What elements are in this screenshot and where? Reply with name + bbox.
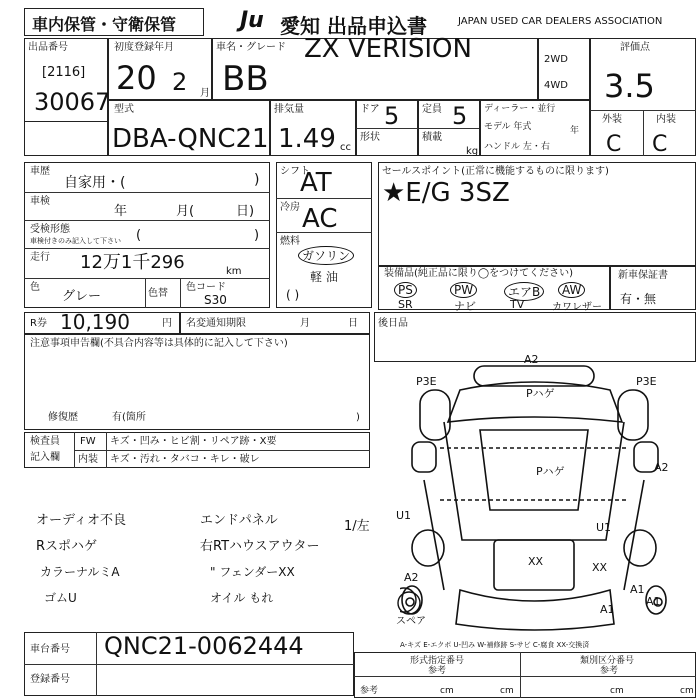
mark-right-u1: U1 [596,521,612,534]
equipment-aw: AW [558,282,585,298]
lot-bottom [24,122,108,156]
handle-label: ハンドル 左・右 [484,142,550,152]
storage-label: 車内保管・守衛保管 [32,15,177,34]
doors-label: ドア [360,104,380,115]
mark-front-a2: A2 [524,353,539,366]
recycle-value: 10,190 [60,310,130,334]
inspector-int: 内装 [78,454,98,465]
warranty-value: 有・無 [620,292,657,306]
selling-points-label: セールスポイント(正常に機能するものに限ります) [382,166,609,177]
doors-value: 5 [384,102,400,130]
model-name-label: 車名・グレード [216,42,286,53]
equipment-ps: PS [394,282,417,298]
chassis-value: QNC21-0062444 [104,632,304,660]
remark-2: エンドパネル [200,513,278,528]
name-change-label: 名変通知期限 [186,318,246,329]
model-year-label: モデル 年式 [484,122,532,132]
remark-7: ゴムU [44,591,77,605]
inspection-date: 日) [236,204,255,219]
score-int: C [652,132,668,157]
reg-number-label: 登録番号 [30,674,70,685]
mark-roof: Pハゲ [536,465,565,478]
bottom-cm-3: cm [610,686,624,696]
model-name-value: BB [222,59,269,99]
score-int-label: 内装 [656,114,676,125]
repair-value: 有(箇所 [112,412,146,423]
score-ext-label: 外装 [602,114,622,125]
form-number-ref: 参考 [428,666,447,676]
equipment-sr: SR [398,298,413,311]
fuel-label: 燃料 [280,236,300,247]
inspection-year: 年 [114,204,128,219]
class-number-ref: 参考 [600,666,619,676]
displacement-value: 1.49 [278,124,336,154]
registration-label: 初度登録年月 [114,42,174,53]
warranty-label: 新車保証書 [618,270,668,281]
registration-month-unit: 月 [200,88,210,99]
lot-number: 30067 [34,88,111,116]
mark-left-a2: A2 [404,571,419,584]
mileage-label: 走行 [30,252,50,263]
mark-right-xx: XX [592,561,608,574]
model-code-value: DBA-QNC21 [112,124,269,154]
ac-value: AC [302,204,338,234]
recycle-unit: 円 [162,318,172,329]
score-value: 3.5 [604,67,655,105]
received-label: 受検形態 [30,224,70,235]
mark-bottom-a1: A1 [600,603,615,616]
remark-9: 1/左 [344,519,370,534]
drive-4wd: 4WD [544,80,568,91]
equipment-navi: ナビ [454,300,476,313]
remark-5: カラーナルミA [40,565,120,579]
mark-far-a1: A1 [646,595,661,608]
inspector-int-text: キズ・汚れ・タバコ・キレ・破レ [110,454,260,465]
color-code-label: 色コード [186,282,226,293]
mark-right-a1: A1 [630,583,645,596]
lot-sub: [2116] [42,65,86,80]
inspector-fw: FW [80,436,96,447]
remark-6: " フェンダーXX [210,565,295,579]
doors-shape-label: 形状 [360,132,380,143]
chassis-label: 車台番号 [30,644,70,655]
equipment-pw: PW [450,282,477,298]
dealer-label: ディーラー・並行 [484,104,556,114]
received-open: ( [136,228,142,243]
registration-month: 2 [172,68,188,96]
model-grade-value: ZX VERISION [304,34,472,64]
diagram-legend: A-キズ E-エクボ U-凹み W-補修跡 S-サビ C-腐食 XX-交換済 [400,641,590,649]
drive-2wd: 2WD [544,54,568,65]
remark-4: 右RTハウスアウター [200,539,320,554]
history-label: 車歴 [30,166,50,177]
name-change-month: 月 [300,318,310,329]
color-value: グレー [62,289,102,304]
fuel-paren: ( ) [286,288,300,302]
recycle-label: R券 [30,318,47,329]
remark-8: オイル もれ [210,591,274,605]
selling-points-value: ★E/G 3SZ [382,178,510,208]
fuel-gasoline: ガソリン [298,246,354,265]
ac-label: 冷房 [280,202,300,213]
class-number-label: 類別区分番号 [580,656,635,666]
bottom-cm-1: cm [440,686,454,696]
ju-logo: Ju [240,8,264,33]
displacement-unit: cc [340,142,351,153]
capacity-label: 定員 [422,104,442,115]
spare-label: スペア [396,616,426,627]
org-title: 愛知 出品申込書 [280,14,427,38]
mark-left-p3e: P3E [416,375,437,388]
inspector-label-2: 記入欄 [30,452,60,463]
repair-close: ) [356,412,360,423]
capacity-load-unit: kg [466,146,479,157]
bottom-cm-2: cm [500,686,514,696]
capacity-value: 5 [452,102,468,130]
mark-left-u1: U1 [396,509,412,522]
name-change-day: 日 [348,318,358,329]
mark-hood: Pハゲ [526,387,555,400]
color-label: 色 [30,282,40,293]
score-ext: C [606,132,622,157]
score-label: 評価点 [620,42,650,53]
received-sub: 車検付きのみ記入して下さい [30,237,121,245]
form-number-label: 形式指定番号 [410,656,465,666]
model-year-unit: 年 [570,126,580,136]
remark-1: オーディオ不良 [36,513,126,528]
history-close: ) [254,172,260,188]
bottom-cm-4: cm [680,686,694,696]
repair-label: 修復歴 [48,412,78,423]
mileage-unit: km [226,266,242,277]
shift-value: AT [300,168,332,198]
bottom-ref-1: 参考 [360,686,379,696]
spare-tire [394,588,424,618]
rear-label: 後日品 [378,318,408,329]
capacity-load-label: 積載 [422,132,442,143]
inspector-fw-text: キズ・凹み・ヒビ割・リペア跡・X要 [110,436,277,447]
mark-right-p3e: P3E [636,375,657,388]
shift-label: シフト [280,166,310,177]
color-code: S30 [204,293,227,307]
mileage-value: 12万1千296 [80,252,185,273]
notes-label: 注意事項申告欄(不具合内容等は具体的に記入して下さい) [30,338,288,349]
mark-rear-xx: XX [528,555,544,568]
equipment-airbag: エアB [504,282,544,301]
inspection-label: 車検 [30,196,50,207]
color-change-label: 色替 [148,288,168,299]
history-block [24,162,270,308]
registration-year: 20 [116,59,157,97]
history-value: 自家用・( [64,175,126,191]
fuel-diesel: 軽 油 [310,270,338,284]
inspector-label-1: 検査員 [30,436,60,447]
model-code-label: 型式 [114,104,134,115]
remark-3: Rスポハゲ [36,539,98,554]
equipment-tv: TV [510,298,525,311]
code-box [354,652,696,698]
displacement-label: 排気量 [274,104,304,115]
inspection-month: 月( [176,204,195,219]
lot-label: 出品番号 [28,42,68,53]
equipment-label: 装備品(純正品に限り◯をつけてください) [384,268,573,279]
equipment-leather: カワレザー [552,302,602,313]
org-en: JAPAN USED CAR DEALERS ASSOCIATION [458,16,663,27]
mark-right-a2: A2 [654,461,669,474]
received-close: ) [254,228,260,243]
